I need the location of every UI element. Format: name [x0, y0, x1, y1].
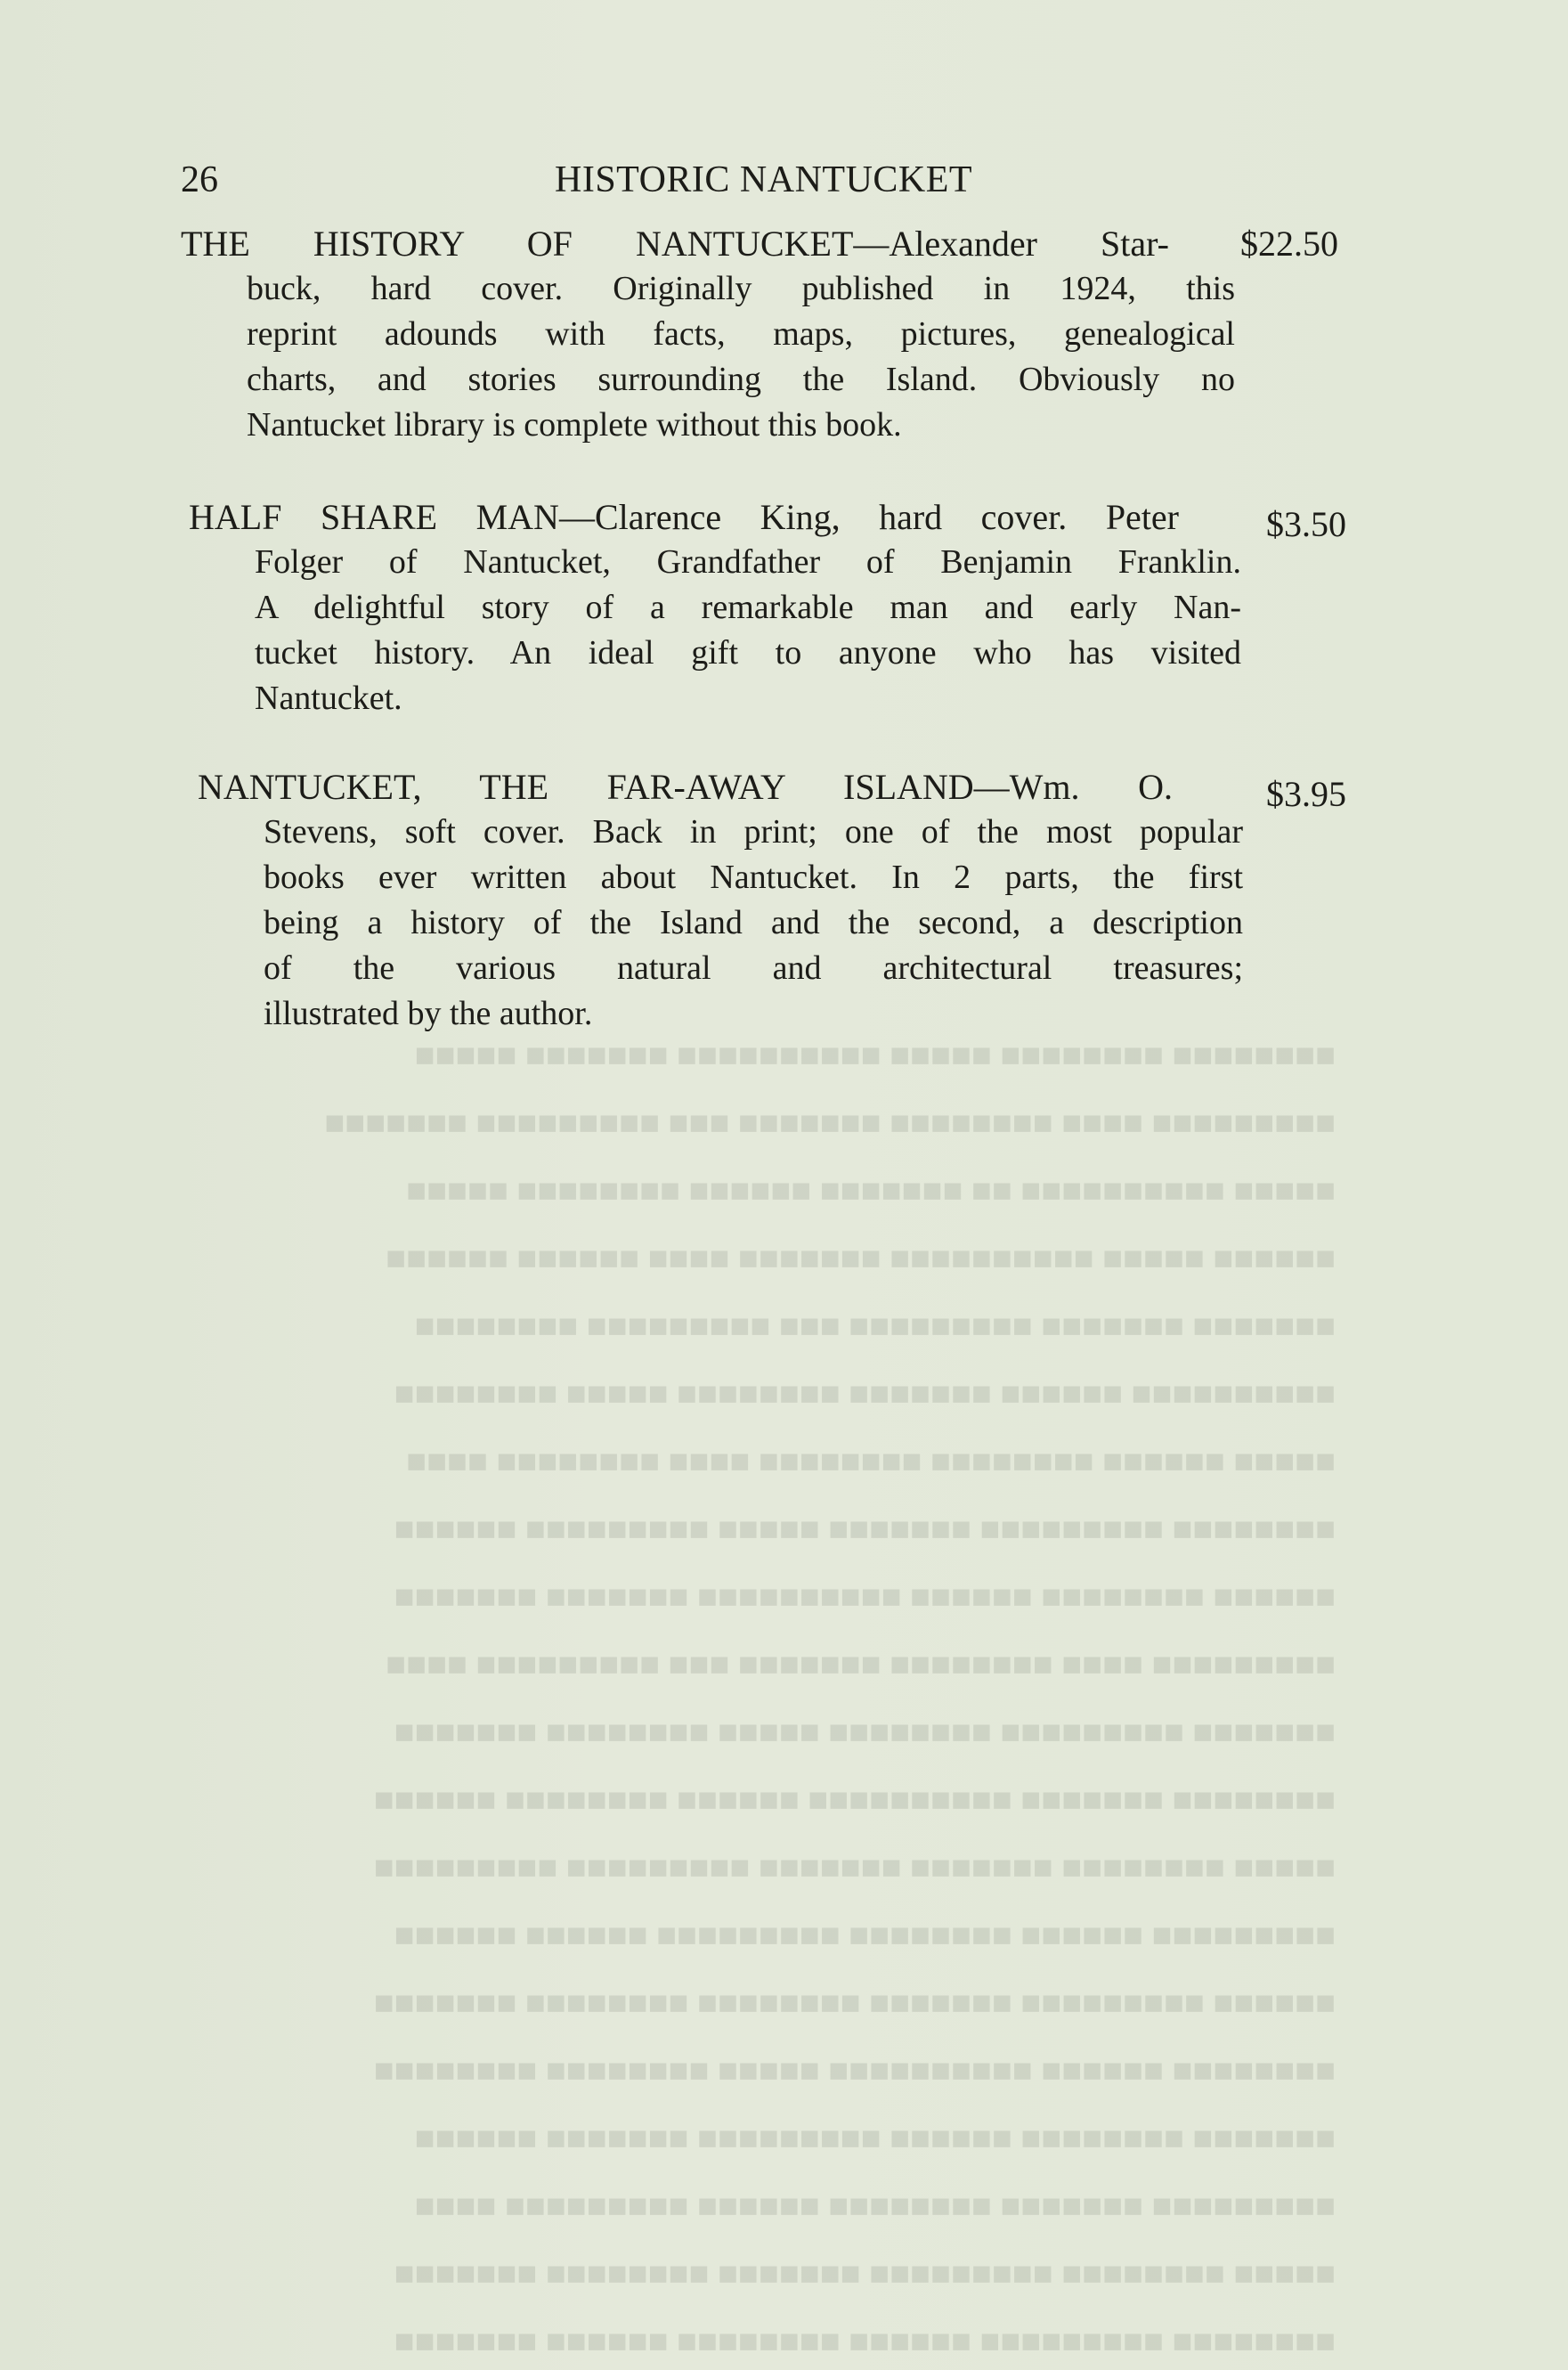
book-entry [189, 494, 1362, 721]
page-header [181, 159, 1356, 212]
entry-description-line: charts, and stories surrounding the Island. Obviously no [247, 361, 1235, 398]
entry-description-line: of the various natural and architectural treasures; [264, 949, 1243, 987]
entry-description-line: illustrated by the author. [264, 995, 593, 1032]
entry-price: $3.50 [1266, 504, 1346, 544]
entry-description-line: books ever written about Nantucket. In 2 parts, the first [264, 859, 1243, 896]
entry-description-line: Nantucket library is complete without this book. [247, 406, 902, 444]
entry-price: $3.95 [1266, 774, 1346, 814]
entry-description-line: Folger of Nantucket, Grandfather of Benjamin Franklin. [255, 543, 1241, 581]
running-title: HISTORIC NANTUCKET [555, 159, 973, 200]
entry-title-line: THE HISTORY OF NANTUCKET—Alexander Star- [181, 224, 1169, 264]
entry-title-line: HALF SHARE MAN—Clarence King, hard cover. Peter [189, 497, 1179, 537]
book-entry [198, 764, 1371, 1037]
entry-description-line: being a history of the Island and the second, a description [264, 904, 1243, 941]
entry-description-line: Stevens, soft cover. Back in print; one of the most popular [264, 813, 1243, 851]
book-entry [181, 221, 1353, 448]
entry-description-line: buck, hard cover. Originally published in 1924, this [247, 270, 1235, 307]
entry-price: $22.50 [1240, 224, 1338, 264]
entry-description-line: Nantucket. [255, 680, 402, 717]
reverse-page-bleed-through: ■■■■■■■■ ■■■■■■■■ ■■■■■ ■■■■■■■■■■ ■■■■■■■ ■■■■■ ■■■■■■■■■ ■■■■ ■■■■■■■■ ■■■■■■■ ■■■ ■■■■■■■■■ ■■■■■■■ ■■■■■ ■■■■■■■■■■ ■■ ■■■■■■■ ■■■■■■ ■■■■■■■■ ■■■■■ ■■■■■■ ■■■■■ ■■■■■■■■■■ ■■■■■■■ ■■■■ ■■■■■■ ■■■■■■ ■■■■■■■ ■■■■■■■ ■■■■■■■■■ ■■■ ■■■■■■■■■ ■■■■■■■■ ■■■■■■■■■■ ■■■■■■ ■■■■■■■ ■■■■■■■■ ■■■■■ ■■■■■■■■ ■■■■■ ■■■■■■ ■■■■■■■■ ■■■■■■■■ ■■■■ ■■■■■■■■ ■■■■ ■■■■■■■■ ■■■■■■■■■ ■■■■■■■ ■■■■■ ■■■■■■■■■ ■■■■■■ ■■■■■■ ■■■■■■■■ ■■■■■■ ■■■■■■■■■■ ■■■■■■■ ■■■■■■■ ■■■■■■■■■ ■■■■ ■■■■■■■■ ■■■■■■■ ■■■ ■■■■■■■■■ ■■■■ ■■■■■■■ ■■■■■■■■■ ■■■■■■■■ ■■■■■ ■■■■■■■■ ■■■■■■■ ■■■■■■■■ ■■■■■■■ ■■■■■■■■■■ ■■■■■■ ■■■■■■■■ ■■■■■■ ■■■■■ ■■■■■■■■ ■■■■■■■ ■■■■■■■ ■■■■■■■■■ ■■■■■■■■■ ■■■■■■■■■ ■■■■■■ ■■■■■■■■ ■■■■■■■■■ ■■■■■■ ■■■■■■ ■■■■■■ ■■■■■■■■■ ■■■■■■■ ■■■■■■■■ ■■■■■■■■ ■■■■■■■ ■■■■■■■■ ■■■■■■ ■■■■■■■■■■ ■■■■■ ■■■■■■■■ ■■■■■■■■ ■■■■■■■ ■■■■■■■■ ■■■■■■ ■■■■■■■■■ ■■■■■■■ ■■■■■■ ■■■■■■■■■ ■■■■■■■ ■■■■■■■■ ■■■■■■ ■■■■■■■■■ ■■■■ ■■■■■ ■■■■■■■■ ■■■■■■■■■ ■■■■■■■ ■■■■■■■■ ■■■■■■■ ■■■■■■■■ ■■■■■■■■■ ■■■■■■ ■■■■■■■■ ■■■■■■ ■■■■■■■ [324, 1037, 1336, 2360]
entry-title-line: NANTUCKET, THE FAR-AWAY ISLAND—Wm. O. [198, 767, 1173, 807]
entry-description-line: reprint adounds with facts, maps, pictures, genealogical [247, 315, 1235, 353]
page-number: 26 [181, 159, 218, 200]
entry-description-line: A delightful story of a remarkable man and early Nan- [255, 589, 1241, 626]
entry-description-line: tucket history. An ideal gift to anyone who has visited [255, 634, 1241, 672]
